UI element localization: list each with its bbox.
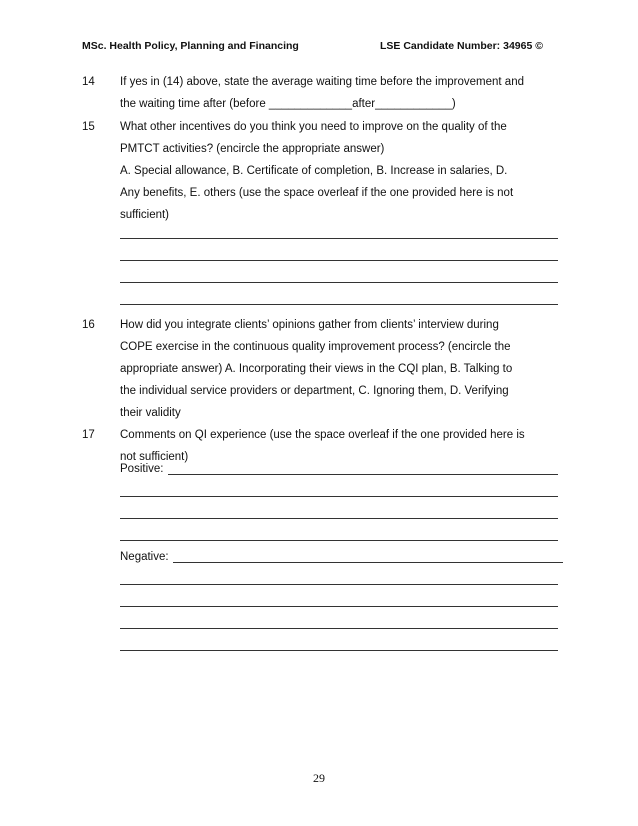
page-number: 29 — [313, 771, 325, 785]
question-text-line: the individual service providers or department, C. Ignoring them, D. Verifying — [120, 385, 509, 397]
question-text-line: What other incentives do you think you need to improve on the quality of the — [120, 121, 507, 133]
answer-blank-line[interactable] — [120, 650, 558, 651]
answer-blank-line[interactable] — [120, 238, 558, 239]
question-text-line: the waiting time after (before _____________after____________) — [120, 98, 456, 110]
answer-blank-line[interactable] — [120, 518, 558, 519]
header-candidate-number: LSE Candidate Number: 34965 © — [380, 40, 543, 52]
question-text-line: not sufficient) — [120, 451, 189, 463]
question-text-line: their validity — [120, 407, 181, 419]
question-text-line: appropriate answer) A. Incorporating their views in the CQI plan, B. Talking to — [120, 363, 513, 375]
question-text-line: Any benefits, E. others (use the space overleaf if the one provided here is not — [120, 187, 514, 199]
question-text-line: Comments on QI experience (use the space overleaf if the one provided here is — [120, 429, 525, 441]
answer-blank-line[interactable] — [120, 540, 558, 541]
answer-blank-line[interactable] — [120, 496, 558, 497]
question-text-line: A. Special allowance, B. Certificate of completion, B. Increase in salaries, D. — [120, 165, 508, 177]
answer-blank-line[interactable] — [120, 628, 558, 629]
question-text-line: COPE exercise in the continuous quality improvement process? (encircle the — [120, 341, 511, 353]
answer-blank-line[interactable] — [120, 606, 558, 607]
question-number: 16 — [82, 319, 95, 331]
question-number: 14 — [82, 76, 95, 88]
negative-answer-line[interactable] — [173, 562, 563, 563]
question-text-line: PMTCT activities? (encircle the appropriate answer) — [120, 143, 385, 155]
positive-label: Positive: — [120, 463, 164, 475]
answer-blank-line[interactable] — [120, 260, 558, 261]
positive-answer-line[interactable] — [168, 474, 558, 475]
question-number: 15 — [82, 121, 95, 133]
question-text-line: If yes in (14) above, state the average waiting time before the improvement and — [120, 76, 524, 88]
answer-blank-line[interactable] — [120, 282, 558, 283]
question-text-line: How did you integrate clients’ opinions gather from clients’ interview during — [120, 319, 499, 331]
positive-comment-row[interactable] — [120, 458, 558, 480]
question-text-line: sufficient) — [120, 209, 170, 221]
question-number: 17 — [82, 429, 95, 441]
negative-label: Negative: — [120, 551, 169, 563]
answer-blank-line[interactable] — [120, 584, 558, 585]
negative-comment-row[interactable] — [120, 546, 563, 568]
header-course-title: MSc. Health Policy, Planning and Financing — [82, 40, 299, 52]
answer-blank-line[interactable] — [120, 304, 558, 305]
